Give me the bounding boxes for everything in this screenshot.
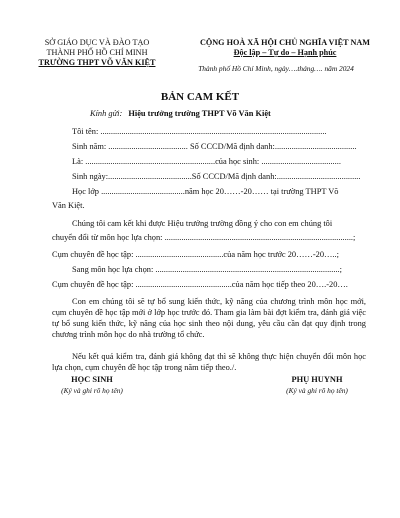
school-name: TRƯỜNG THPT VÕ VĂN KIỆT	[38, 58, 156, 67]
document-title: BẢN CAM KẾT	[160, 91, 240, 103]
request-intro-line2: chuyển đổi từ môn học lựa chọn: ..........................................................................................;	[52, 233, 356, 242]
field-class: Học lớp ........................................năm học 20……-20…… tại trường THPT Võ	[72, 187, 339, 196]
request-old-cluster: Cụm chuyên đề học tập: ..........................................của năm học trước 20……-20…..;	[52, 250, 339, 259]
parent-signature-note: (Ký và ghi rõ họ tên)	[286, 386, 348, 395]
request-new-cluster: Cụm chuyên đề học tập: ..............................................của năm học tiếp theo 20….-20….	[52, 280, 348, 289]
commitment-paragraph: Con em chúng tôi sẽ tự bổ sung kiến thức, kỹ năng của chương trình môn học mới, cụm chuyên đề học tập mới ở lớp học trước đó. Tham gia làm bài đợt kiểm tra, đánh giá việc tự bổ sung kiến thức, kỹ năng của học sinh theo nội dung, yêu cầu cần đạt quy định trong chương trình môn học do nhà trường tổ chức.	[52, 297, 366, 339]
consequence-paragraph: Nếu kết quả kiểm tra, đánh giá không đạt thì sẽ không thực hiện chuyển đổi môn học lựa chọn, cụm chuyên đề học tập trong năm tiếp theo./.	[52, 352, 366, 372]
student-signature-note: (Ký và ghi rõ họ tên)	[61, 386, 123, 395]
country-name: CỘNG HOÀ XÃ HỘI CHỦ NGHĨA VIỆT NAM	[199, 38, 371, 47]
field-relationship: Là: ..............................................................của học sinh: ......................................	[72, 157, 341, 166]
field-name: Tôi tên: ............................................................................................................	[72, 127, 327, 136]
recipient-name: Hiệu trưởng trường THPT Võ Văn Kiệt	[128, 109, 271, 118]
field-birth-year: Sinh năm: ...................................... Số CCCD/Mã định danh:.......................................	[72, 142, 357, 151]
motto: Độc lập – Tự do – Hạnh phúc	[233, 48, 337, 57]
header-left	[22, 38, 172, 68]
request-new-subject: Sang môn học lựa chọn: ........................................................................................;	[72, 265, 342, 274]
student-signature-title: HỌC SINH	[71, 375, 113, 384]
recipient-prefix: Kính gửi:	[90, 109, 123, 118]
request-intro-line1: Chúng tôi cam kết khi được Hiệu trưởng trường đồng ý cho con em chúng tôi	[72, 219, 333, 228]
city-name: THÀNH PHỐ HỒ CHÍ MINH	[46, 48, 148, 57]
parent-signature-title: PHỤ HUYNH	[291, 375, 343, 384]
recipient	[90, 108, 271, 119]
field-class-continued: Văn Kiệt.	[52, 201, 85, 210]
header-right	[185, 38, 385, 58]
field-student-birthdate: Sinh ngày:........................................Số CCCD/Mã định danh:........................................	[72, 172, 361, 181]
department-name: SỞ GIÁO DỤC VÀ ĐÀO TẠO	[44, 38, 150, 47]
place-date: Thành phố Hồ Chí Minh, ngày….tháng…. năm 2024	[198, 64, 354, 73]
